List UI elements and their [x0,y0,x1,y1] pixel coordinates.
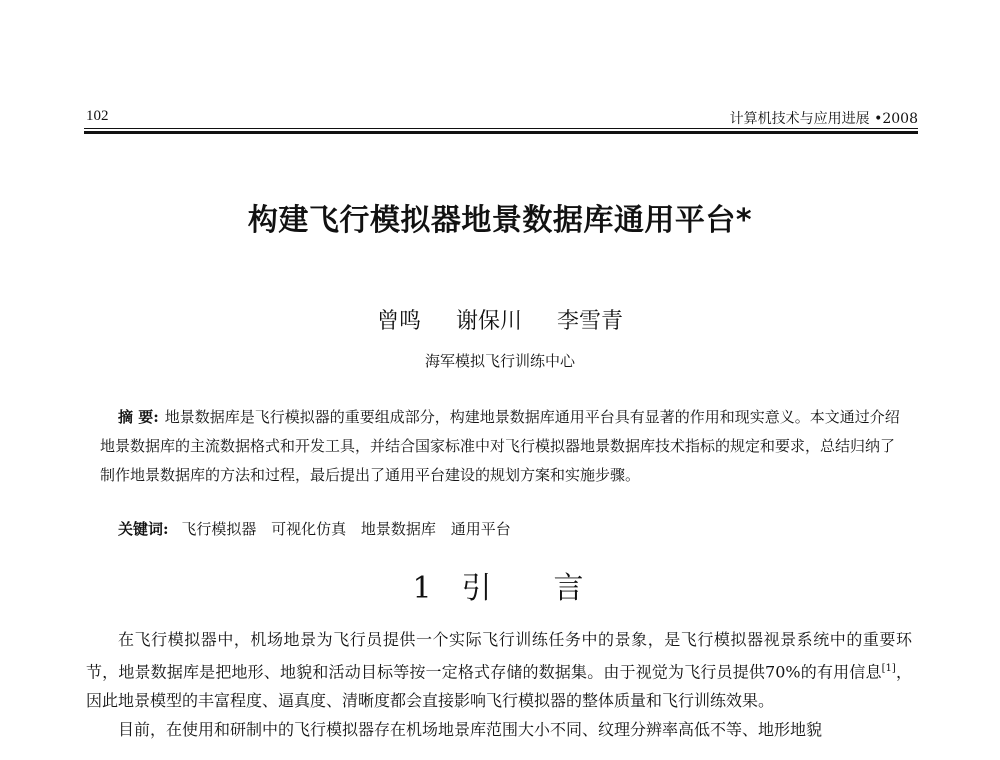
author-name: 李雪青 [557,309,624,334]
keywords [118,518,521,539]
abstract-label: 摘 要: [118,408,159,426]
author-list [0,304,1000,335]
affiliation: 海军模拟飞行训练中心 [424,352,575,370]
running-header: 计算机技术与应用进展 •2008 [729,111,918,127]
paper-title: 构建飞行模拟器地景数据库通用平台* [247,203,753,238]
paragraph: 在飞行模拟器中，机场地景为飞行员提供一个实际飞行训练任务中的景象，是飞行模拟器视景系统中的重要环节，地景数据库是把地形、地貌和活动目标等按一定格式存储的数据集。由于视觉为飞行员提供70%的有用信息[1]，因此地景模型的丰富程度、逼真度、清晰度都会直接影响飞行模拟器的整体质量和飞行训练效果。 [86,630,912,711]
author-name: 谢保川 [455,309,522,334]
citation-ref[interactable]: [1] [881,663,896,674]
page-number: 102 [86,108,109,124]
section-title-part: 引 [461,571,496,606]
section-number: 1 [412,571,436,606]
abstract [100,403,908,490]
header-rule-thin [84,128,918,129]
abstract-text: 地景数据库是飞行模拟器的重要组成部分，构建地景数据库通用平台具有显著的作用和现实意义。本文通过介绍地景数据库的主流数据格式和开发工具，并结合国家标准中对飞行模拟器地景数据库技术指标的规定和要求，总结归纳了制作地景数据库的方法和过程，最后提出了通用平台建设的规划方案和实施步骤。 [100,408,900,484]
section-title-part: 言 [553,571,588,606]
paragraph: 目前，在使用和研制中的飞行模拟器存在机场地景库范围大小不同、纹理分辨率高低不等、地形地貌 [118,720,823,740]
keyword: 地景数据库 [360,520,436,538]
section-heading [0,563,1000,607]
keywords-label: 关键词: [118,520,169,538]
keyword: 可视化仿真 [271,520,347,538]
keyword: 飞行模拟器 [181,520,257,538]
header-rule-thick [84,131,918,134]
author-name: 曾鸣 [376,309,421,334]
keyword: 通用平台 [450,520,511,538]
body-text [86,625,912,744]
